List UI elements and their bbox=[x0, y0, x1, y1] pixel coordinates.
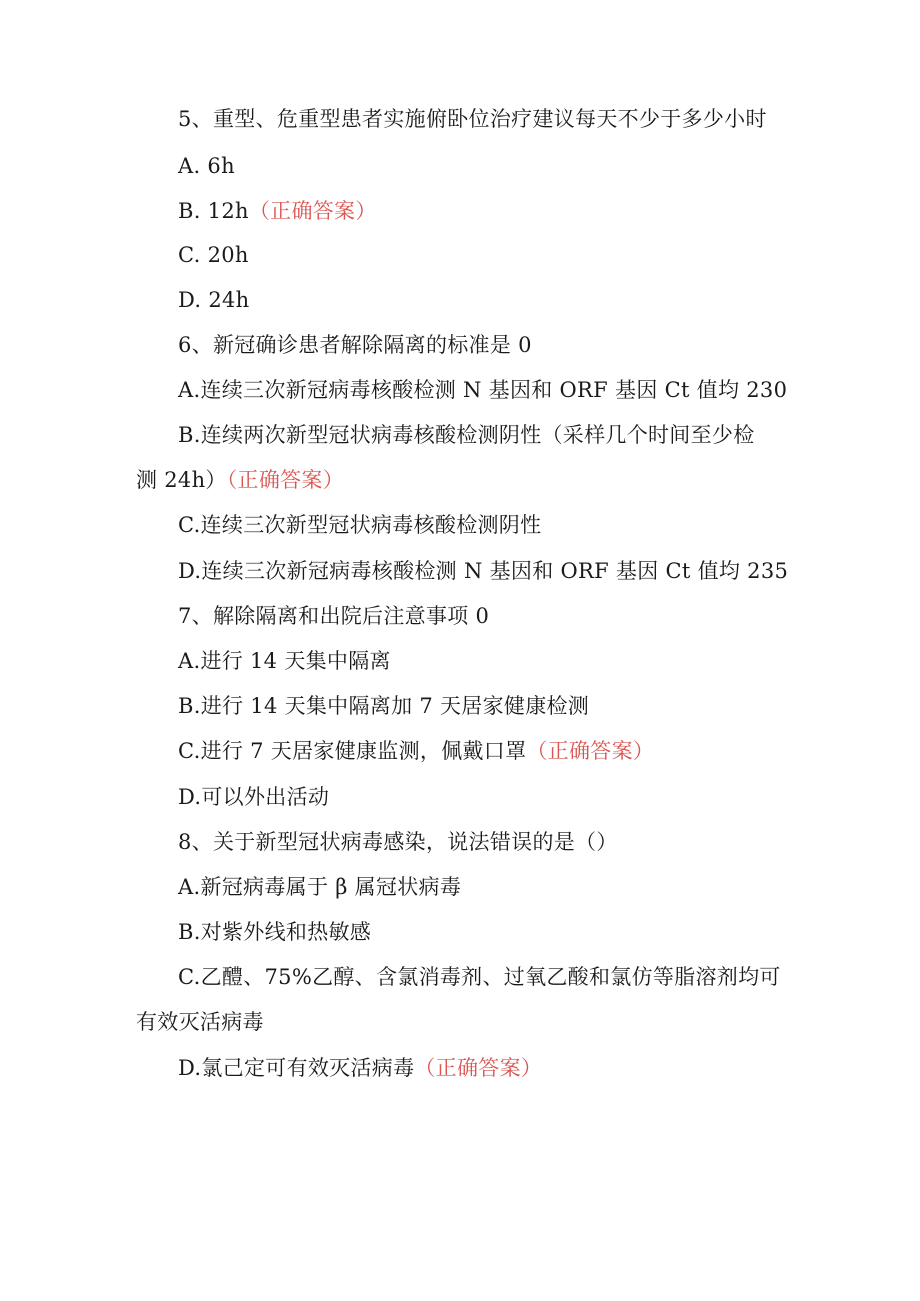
q8-option-c-continued bbox=[136, 1007, 264, 1037]
q6-option-b-continued bbox=[136, 465, 344, 495]
line-text: A.新冠病毒属于 β 属冠状病毒 bbox=[178, 875, 462, 899]
correct-answer-mark: （正确答案） bbox=[526, 739, 655, 763]
question-8 bbox=[178, 827, 618, 857]
q8-option-d bbox=[178, 1053, 542, 1083]
line-text: D.氯己定可有效灭活病毒 bbox=[178, 1056, 415, 1080]
line-text: 测 24h） bbox=[136, 468, 227, 492]
q7-option-a bbox=[178, 646, 391, 676]
line-text: B.进行 14 天集中隔离加 7 天居家健康检测 bbox=[178, 694, 590, 718]
line-text: 有效灭活病毒 bbox=[136, 1010, 264, 1034]
correct-answer-mark: （正确答案） bbox=[226, 468, 345, 492]
line-text: 6、新冠确诊患者解除隔离的标准是 0 bbox=[178, 333, 532, 357]
q8-option-b bbox=[178, 917, 371, 947]
correct-answer-mark: （正确答案） bbox=[248, 199, 377, 223]
line-text: B. 12h bbox=[178, 199, 249, 223]
line-text: C.乙醴、75%乙醇、含氯消毒剂、过氧乙酸和氯仿等脂溶剂均可 bbox=[178, 965, 781, 989]
q6-option-a bbox=[178, 375, 787, 405]
q7-option-c bbox=[178, 736, 654, 766]
line-text: A.进行 14 天集中隔离 bbox=[178, 649, 391, 673]
q6-option-d bbox=[178, 556, 788, 586]
line-text: B.对紫外线和热敏感 bbox=[178, 920, 372, 944]
q5-option-b bbox=[178, 196, 377, 226]
correct-answer-mark: （正确答案） bbox=[414, 1056, 543, 1080]
line-text: C.进行 7 天居家健康监测，佩戴口罩 bbox=[178, 739, 527, 763]
line-text: B.连续两次新型冠状病毒核酸检测阴性（采样几个时间至少检 bbox=[178, 423, 755, 447]
q8-option-c bbox=[178, 962, 781, 992]
line-text: A.连续三次新冠病毒核酸检测 N 基因和 ORF 基因 Ct 值均 230 bbox=[178, 378, 788, 402]
question-5 bbox=[178, 104, 767, 134]
line-text: 7、解除隔离和出院后注意事项 0 bbox=[178, 604, 490, 628]
line-text: C.连续三次新型冠状病毒核酸检测阴性 bbox=[178, 513, 542, 537]
q8-option-a bbox=[178, 872, 461, 902]
line-text: C. 20h bbox=[178, 243, 249, 267]
question-6 bbox=[178, 330, 532, 360]
line-text: D.可以外出活动 bbox=[178, 785, 330, 809]
line-text: D. 24h bbox=[178, 288, 250, 312]
q6-option-c bbox=[178, 510, 541, 540]
q6-option-b bbox=[178, 420, 755, 450]
line-text: D.连续三次新冠病毒核酸检测 N 基因和 ORF 基因 Ct 值均 235 bbox=[178, 559, 789, 583]
q5-option-a bbox=[178, 151, 235, 181]
q7-option-d bbox=[178, 782, 329, 812]
line-text: A. 6h bbox=[178, 154, 235, 178]
question-7 bbox=[178, 601, 489, 631]
q5-option-d bbox=[178, 285, 250, 315]
line-text: 5、重型、危重型患者实施俯卧位治疗建议每天不少于多少小时 bbox=[178, 107, 767, 131]
q7-option-b bbox=[178, 691, 589, 721]
q5-option-c bbox=[178, 240, 249, 270]
line-text: 8、关于新型冠状病毒感染，说法错误的是（） bbox=[178, 830, 618, 854]
